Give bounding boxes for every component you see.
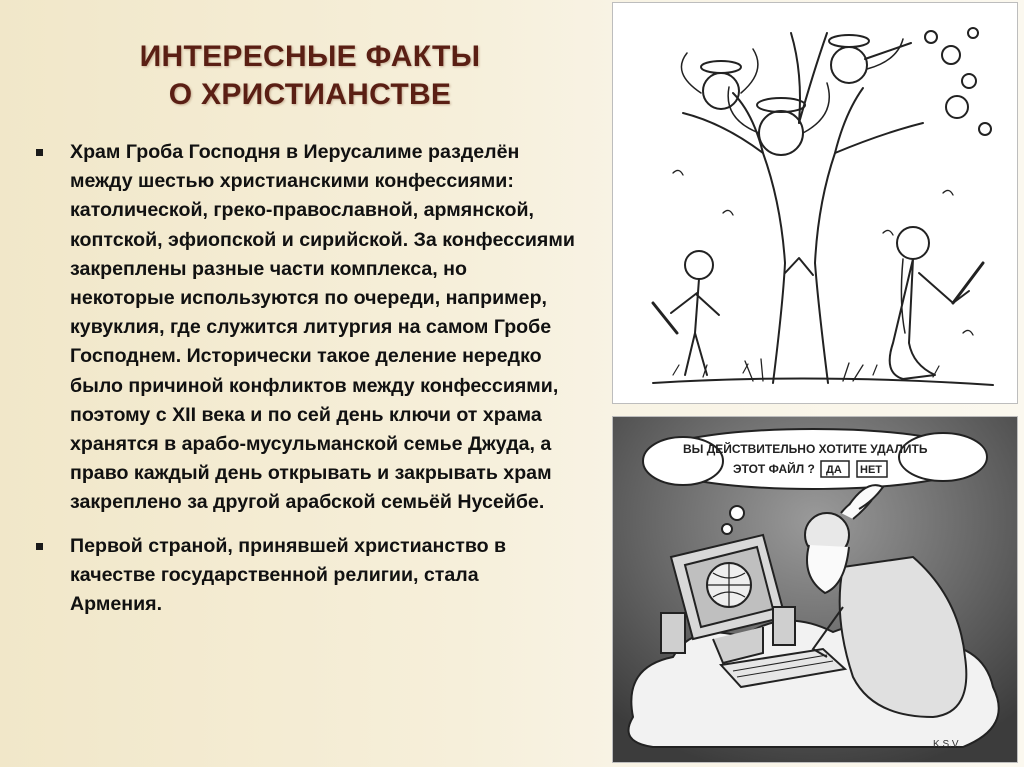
page-title <box>60 38 560 114</box>
bullet-icon <box>36 543 43 550</box>
cartoon-signature: K.S.V. <box>933 739 961 750</box>
tree-cartoon-illustration <box>613 3 1017 403</box>
bullet-icon <box>36 149 43 156</box>
title-line-1: ИНТЕРЕСНЫЕ ФАКТЫ <box>139 40 481 73</box>
list-item <box>36 138 576 518</box>
list-item <box>36 532 576 620</box>
title-line-2: О ХРИСТИАНСТВЕ <box>168 78 452 111</box>
fact-text: Храм Гроба Господня в Иерусалиме разделён между шестью христианскими конфессиями: католической, греко-православной, армянской, коптской, эфиопской и сирийской. За конфессиями закреплены разные части комплекса, но некоторые используются по очереди, например, кувуклия, где служится литургия на самом Гробе Господнем. Исторически такое деление нередко было причиной конфликтов между конфессиями, поэтому с XII века и по сей день ключи от храма хранятся в арабо-мусульманской семье Джуда, а право каждый день открывать и закрывать храм закреплено за другой арабской семьёй Нусейбе. <box>70 141 575 514</box>
fact-text: Первой страной, принявшей христианство в качестве государственной религии, стала Армения. <box>70 534 507 616</box>
cartoon-angels-tree <box>612 2 1018 404</box>
facts-list <box>36 138 576 633</box>
speech-line-2: ЭТОТ ФАЙЛ ? <box>733 462 815 476</box>
no-button-label: НЕТ <box>860 464 882 476</box>
cartoon-god-computer <box>612 416 1018 763</box>
speech-line-1: ВЫ ДЕЙСТВИТЕЛЬНО ХОТИТЕ УДАЛИТЬ <box>683 442 928 456</box>
computer-cartoon-illustration <box>613 417 1017 762</box>
yes-button-label: ДА <box>826 464 842 476</box>
